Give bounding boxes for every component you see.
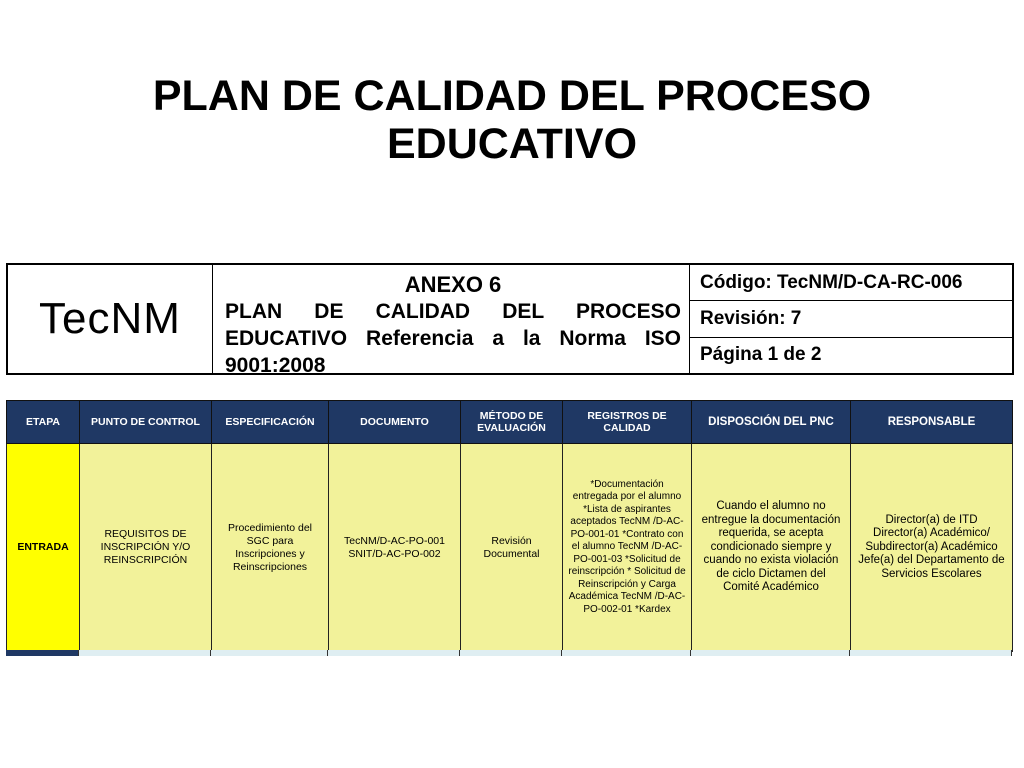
document-code: Código: TecNM/D-CA-RC-006 [690, 265, 1012, 301]
column-header-punto-control: PUNTO DE CONTROL [80, 401, 212, 444]
cell-documento: TecNM/D-AC-PO-001 SNIT/D-AC-PO-002 [329, 444, 461, 652]
document-meta [690, 265, 1012, 373]
column-header-especificacion: ESPECIFICACIÓN [212, 401, 329, 444]
quality-plan-table [6, 400, 1013, 652]
column-header-documento: DOCUMENTO [329, 401, 461, 444]
cell-punto-control: REQUISITOS DE INSCRIPCIÓN Y/O REINSCRIPCIÓN [80, 444, 212, 652]
column-header-responsable: RESPONSABLE [851, 401, 1013, 444]
document-header [6, 263, 1014, 375]
slide-title-line-1: PLAN DE CALIDAD DEL PROCESO [152, 72, 872, 120]
document-title: PLAN DE CALIDAD DEL PROCESO EDUCATIVO Referencia a la Norma ISO 9001:2008 [225, 300, 681, 377]
next-row-fragment [6, 650, 1012, 656]
document-title-block [213, 265, 690, 377]
column-header-etapa: ETAPA [7, 401, 80, 444]
column-header-registros: REGISTROS DE CALIDAD [563, 401, 692, 444]
slide-title-line-2: EDUCATIVO [386, 120, 638, 168]
slide-title [0, 72, 1024, 168]
document-revision: Revisión: 7 [690, 301, 1012, 337]
column-header-metodo: MÉTODO DE EVALUACIÓN [461, 401, 563, 444]
cell-especificacion: Procedimiento del SGC para Inscripciones y Reinscripciones [212, 444, 329, 652]
cell-metodo: Revisión Documental [461, 444, 563, 652]
document-page: Página 1 de 2 [700, 344, 822, 366]
cell-disposicion: Cuando el alumno no entregue la documentación requerida, se acepta condicionado siempre y cuando no exista violación de ciclo Dictamen del Comité Académico [692, 444, 851, 652]
tecnm-logo: TecNM [8, 265, 213, 373]
table-row [7, 444, 1013, 652]
cell-etapa: ENTRADA [7, 444, 80, 652]
annex-label: ANEXO 6 [404, 272, 502, 297]
cell-registros: *Documentación entregada por el alumno *Lista de aspirantes aceptados TecNM /D-AC-PO-001-01 *Contrato con el alumno TecNM /D-AC-PO-001-03 *Solicitud de reinscripción * Solicitud de Reinscripción y Carga Académica TecNM /D-AC-PO-002-01 *Kardex [563, 444, 692, 652]
cell-responsable: Director(a) de ITD Director(a) Académico/ Subdirector(a) Académico Jefe(a) del Departamento de Servicios Escolares [851, 444, 1013, 652]
table-header-row [7, 401, 1013, 444]
column-header-disposicion: DISPOSCIÓN DEL PNC [692, 401, 851, 444]
